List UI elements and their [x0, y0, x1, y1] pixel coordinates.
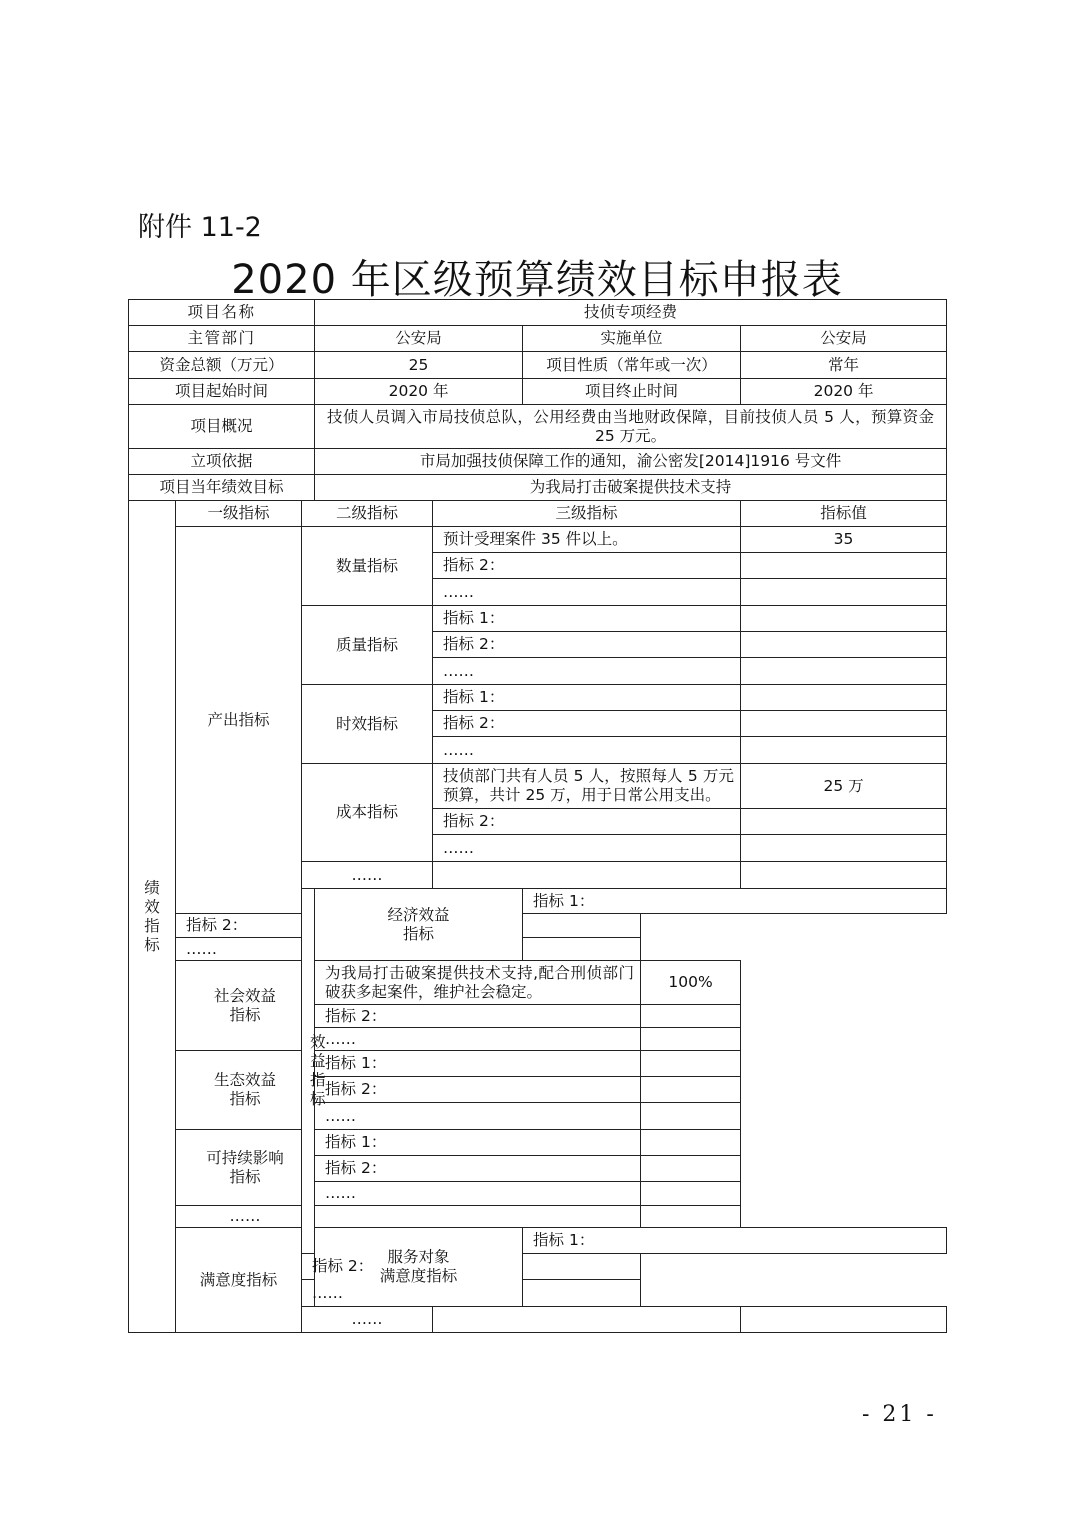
col-header-value: 指标值: [741, 501, 947, 527]
indicator-2: 指标 2：: [302, 1254, 523, 1280]
table-row: [129, 379, 947, 405]
end-time-value: 2020 年: [741, 379, 947, 405]
indicator-ellipsis: ……: [302, 1280, 523, 1307]
nature-value: 常年: [741, 352, 947, 379]
budget-form-table: [128, 299, 947, 1333]
quantity-indicator-1-value: 35: [741, 527, 947, 553]
table-row: [129, 449, 947, 475]
indicator-1: 指标 1：: [433, 606, 741, 632]
impl-unit-label: 实施单位: [523, 326, 741, 352]
attachment-label: 附件 11-2: [138, 212, 262, 243]
goal-label: 项目当年绩效目标: [129, 475, 315, 501]
indicator-2: 指标 2：: [433, 711, 741, 737]
table-row: [129, 938, 947, 961]
performance-indicators-label: 绩 效 指 标: [129, 501, 176, 1333]
ecological-benefit-indicators: 生态效益 指标: [176, 1051, 315, 1130]
indicator-ellipsis: ……: [433, 737, 741, 764]
project-name-value: 技侦专项经费: [315, 300, 947, 326]
table-row: [129, 501, 947, 527]
table-row: [129, 1051, 947, 1077]
indicator-ellipsis: ……: [176, 938, 433, 961]
indicator-ellipsis: ……: [315, 1028, 641, 1051]
dept-label: 主管部门: [129, 326, 315, 352]
start-time-label: 项目起始时间: [129, 379, 315, 405]
table-row: [129, 475, 947, 501]
social-benefit-indicators: 社会效益 指标: [176, 961, 315, 1051]
indicator-ellipsis: ……: [433, 835, 741, 862]
indicator-1: 指标 1：: [523, 889, 947, 914]
table-row: [129, 1130, 947, 1156]
fund-label: 资金总额（万元）: [129, 352, 315, 379]
start-time-value: 2020 年: [315, 379, 523, 405]
basis-value: 市局加强技侦保障工作的通知，渝公密发[2014]1916 号文件: [315, 449, 947, 475]
impl-unit-value: 公安局: [741, 326, 947, 352]
basis-label: 立项依据: [129, 449, 315, 475]
cost-indicators: 成本指标: [302, 764, 433, 862]
overview-value: 技侦人员调入市局技侦总队，公用经费由当地财政保障，目前技侦人员 5 人，预算资金 25 万元。: [315, 405, 947, 449]
social-indicator-1: 为我局打击破案提供技术支持,配合刑侦部门破获多起案件，维护社会稳定。: [315, 961, 641, 1005]
indicator-ellipsis: ……: [315, 1103, 641, 1130]
col-header-level2: 二级指标: [302, 501, 433, 527]
indicator-ellipsis: ……: [315, 1182, 641, 1206]
level2-ellipsis: ……: [176, 1206, 315, 1228]
indicator-2: 指标 2：: [433, 809, 741, 835]
table-row: [129, 914, 947, 938]
sustainable-impact-indicators: 可持续影响 指标: [176, 1130, 315, 1206]
satisfaction-indicators: 满意度指标: [176, 1228, 302, 1333]
level2-ellipsis: ……: [302, 1307, 433, 1333]
project-name-label: 项目名称: [129, 300, 315, 326]
output-indicators: 产出指标: [176, 527, 302, 914]
col-header-level1: 一级指标: [176, 501, 302, 527]
nature-label: 项目性质（常年或一次）: [523, 352, 741, 379]
timeliness-indicators: 时效指标: [302, 685, 433, 764]
page-number: - 21 -: [862, 1402, 937, 1427]
cost-indicator-1: 技侦部门共有人员 5 人，按照每人 5 万元预算，共计 25 万，用于日常公用支出。: [433, 764, 741, 809]
indicator-2: 指标 2：: [433, 632, 741, 658]
indicator-2: 指标 2：: [315, 1005, 641, 1028]
quantity-indicator-1: 预计受理案件 35 件以上。: [433, 527, 741, 553]
quantity-indicators: 数量指标: [302, 527, 433, 606]
end-time-label: 项目终止时间: [523, 379, 741, 405]
table-row: [129, 352, 947, 379]
page-title: 2020 年区级预算绩效目标申报表: [231, 257, 843, 303]
indicator-1: 指标 1：: [315, 1051, 641, 1077]
goal-value: 为我局打击破案提供技术支持: [315, 475, 947, 501]
indicator-2: 指标 2：: [315, 1156, 641, 1182]
quality-indicators: 质量指标: [302, 606, 433, 685]
social-indicator-1-value: 100%: [641, 961, 741, 1005]
fund-value: 25: [315, 352, 523, 379]
service-satisfaction-indicators: 服务对象 满意度指标: [315, 1228, 523, 1307]
indicator-1: 指标 1：: [523, 1228, 947, 1254]
indicator-2: 指标 2：: [433, 553, 741, 579]
table-row: [129, 527, 947, 553]
indicator-2: 指标 2：: [176, 914, 433, 938]
level2-ellipsis: ……: [302, 862, 433, 889]
table-row: [129, 326, 947, 352]
economic-benefit-indicators: 经济效益 指标: [315, 889, 523, 961]
indicator-ellipsis: ……: [433, 579, 741, 606]
table-row: [129, 1206, 947, 1228]
cost-indicator-1-value: 25 万: [741, 764, 947, 809]
table-row: [129, 405, 947, 449]
indicator-1: 指标 1：: [433, 685, 741, 711]
overview-label: 项目概况: [129, 405, 315, 449]
indicator-2: 指标 2：: [315, 1077, 641, 1103]
table-row: [129, 1228, 947, 1254]
table-row: [129, 300, 947, 326]
dept-value: 公安局: [315, 326, 523, 352]
indicator-1: 指标 1：: [315, 1130, 641, 1156]
table-row: [129, 961, 947, 1005]
benefit-indicators: 效益指标: [302, 889, 315, 1254]
indicator-ellipsis: ……: [433, 658, 741, 685]
col-header-level3: 三级指标: [433, 501, 741, 527]
